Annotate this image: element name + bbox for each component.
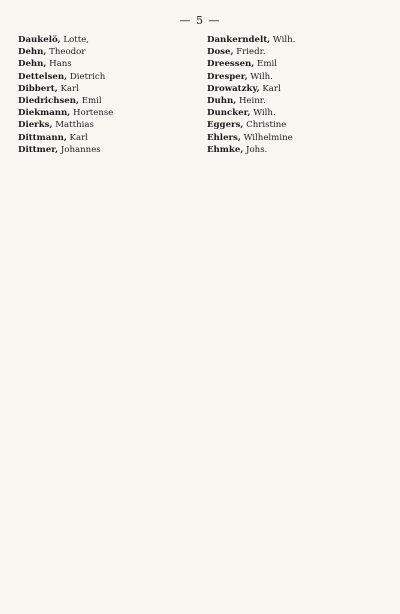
entry-name: Dankerndelt, — [207, 35, 271, 45]
entry-details: Hortense — [73, 108, 114, 119]
entry-details: Emil — [81, 96, 102, 107]
directory-entry — [18, 72, 193, 83]
entry-name: Dehn, — [18, 47, 47, 58]
entry-details: Karl — [262, 83, 281, 94]
entry-details: Matthias — [55, 120, 94, 131]
directory-entry — [207, 35, 382, 46]
entry-details: Emil — [257, 59, 277, 70]
directory-entry — [18, 96, 193, 107]
entry-name: Diedrichsen, — [18, 96, 80, 107]
directory-entry — [18, 120, 193, 131]
entry-name: Drowatzky, — [207, 83, 260, 94]
page-number: — 5 — — [179, 14, 221, 27]
directory-entry — [18, 108, 193, 119]
entry-name: Dresper, — [207, 71, 248, 82]
directory-entry — [207, 120, 382, 131]
left-column — [18, 35, 193, 595]
columns — [18, 35, 382, 595]
entry-name: Duhn, — [207, 96, 237, 107]
right-column — [207, 35, 382, 595]
directory-entry — [207, 84, 382, 95]
entry-name: Eggers, — [207, 120, 244, 131]
entry-name: Dittmann, — [18, 132, 67, 143]
entry-name: Dehn, — [18, 59, 47, 70]
directory-entry — [18, 145, 193, 156]
entry-details: Theodor — [49, 47, 86, 58]
entry-details: Christine — [246, 120, 287, 131]
entry-details: Heinr. — [238, 96, 266, 107]
entry-details: Dietrich — [69, 71, 106, 82]
entry-name: Dreessen, — [207, 59, 255, 70]
directory-entry — [207, 96, 382, 107]
entry-name: Dittmer, — [18, 144, 59, 155]
entry-name: Ehlers, — [207, 132, 241, 143]
entry-details: Friedr. — [236, 47, 266, 58]
directory-entry — [18, 35, 193, 46]
entry-details: Karl — [69, 132, 88, 143]
entry-name: Ehmke, — [207, 144, 244, 155]
entry-name: Daukelö, — [18, 35, 61, 45]
directory-entry — [207, 59, 382, 70]
entry-details: Wilhelmine — [243, 132, 293, 143]
entry-name: Dose, — [207, 47, 234, 58]
entry-details: Karl — [60, 83, 79, 94]
directory-entry — [18, 84, 193, 95]
directory-entry — [207, 108, 382, 119]
entry-name: Dierks, — [18, 120, 53, 131]
entry-name: Dibbert, — [18, 83, 58, 94]
entry-details: Hans — [49, 59, 72, 70]
entry-name: Diekmann, — [18, 108, 71, 119]
directory-entry — [207, 145, 382, 156]
directory-entry — [18, 133, 193, 144]
entry-details: Lotte, — [63, 35, 90, 45]
directory-entry — [207, 47, 382, 58]
entry-details: Wilh. — [253, 108, 276, 119]
entry-name: Duncker, — [207, 108, 251, 119]
directory-entry — [207, 72, 382, 83]
page-number-value: 5 — [196, 14, 204, 27]
entry-details: Johannes — [60, 144, 101, 155]
directory-entry — [18, 59, 193, 70]
directory-entry — [207, 133, 382, 144]
entry-details: Johs. — [246, 144, 268, 155]
entry-details: Wilh. — [250, 71, 273, 82]
entry-name: Dettelsen, — [18, 71, 68, 82]
entry-details: Wilh. — [272, 35, 296, 45]
directory-entry — [18, 47, 193, 58]
